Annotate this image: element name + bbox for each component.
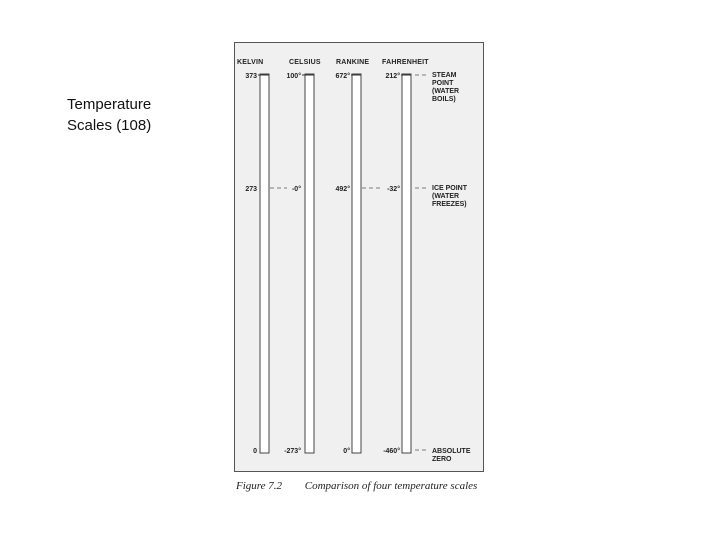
- temperature-scales-figure: [234, 42, 484, 472]
- fahrenheit-ice: -32°: [387, 186, 400, 193]
- rankine-steam: 672°: [335, 73, 350, 80]
- caption-text: Comparison of four temperature scales: [304, 480, 478, 492]
- header-fahrenheit: FAHRENHEIT: [382, 59, 429, 66]
- header-kelvin: KELVIN: [237, 59, 264, 66]
- steam-point-label: STEAM POINT (WATER BOILS): [432, 72, 460, 103]
- kelvin-ice: 273: [245, 186, 257, 193]
- celsius-zero: -273°: [284, 448, 301, 455]
- fahrenheit-zero: -460°: [383, 448, 400, 455]
- slide-title: Temperature Scales (108): [67, 96, 152, 134]
- caption-number: Figure 7.2: [236, 480, 283, 492]
- celsius-tube: [305, 74, 314, 453]
- celsius-steam: 100°: [286, 73, 301, 80]
- absolute-zero-label: ABSOLUTE ZERO: [432, 448, 471, 463]
- rankine-tube: [352, 74, 361, 453]
- rankine-ice: 492°: [335, 186, 350, 193]
- scales-diagram: [235, 43, 485, 473]
- figure-caption: [236, 480, 477, 492]
- header-celsius: CELSIUS: [289, 59, 321, 66]
- kelvin-steam: 373: [245, 73, 257, 80]
- fahrenheit-tube: [402, 74, 411, 453]
- kelvin-zero: 0: [253, 448, 257, 455]
- fahrenheit-steam: 212°: [385, 73, 400, 80]
- rankine-zero: 0°: [343, 448, 350, 455]
- kelvin-tube: [260, 74, 269, 453]
- header-rankine: RANKINE: [336, 59, 370, 66]
- celsius-ice: -0°: [291, 186, 301, 193]
- ice-point-label: ICE POINT (WATER FREEZES): [432, 185, 468, 208]
